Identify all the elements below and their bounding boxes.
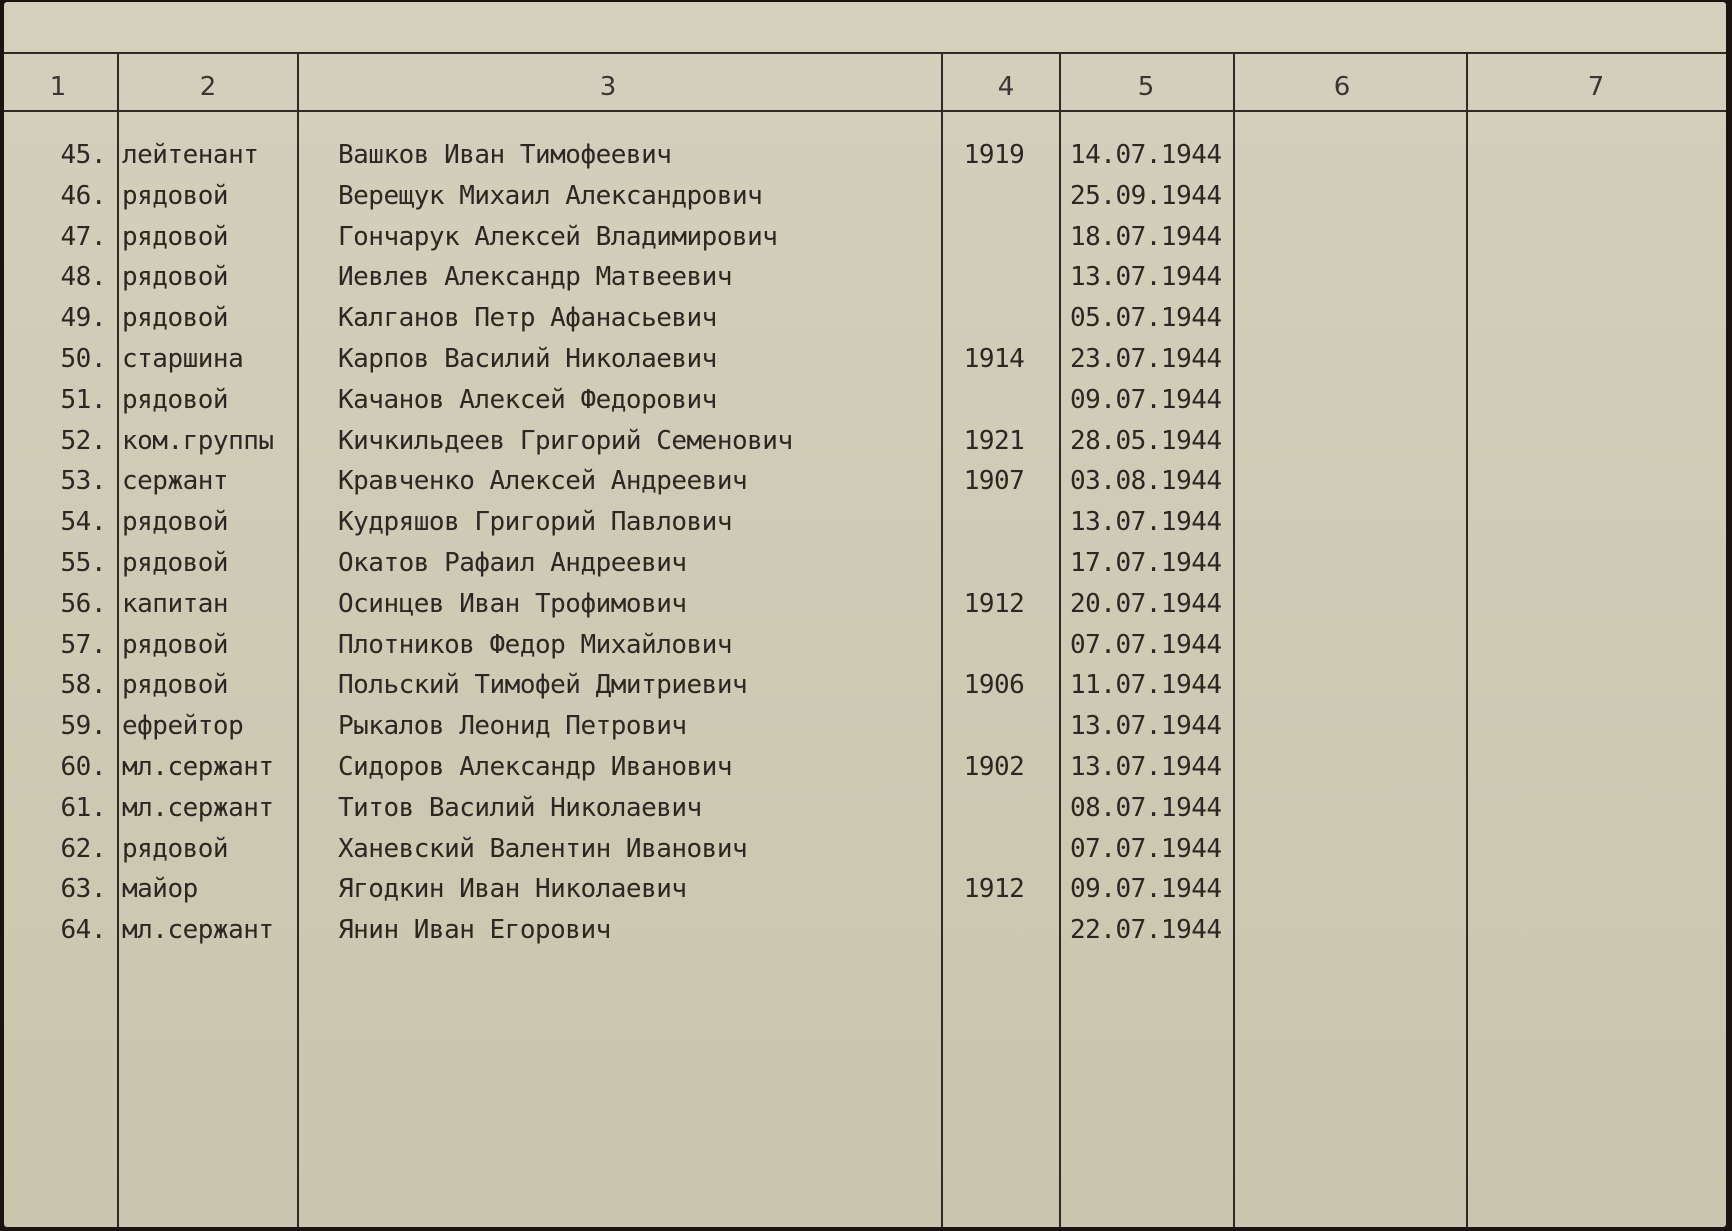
full-name: Сидоров Александр Иванович	[338, 751, 732, 782]
rank: мл.сержант	[122, 751, 274, 782]
row-number: 53.	[60, 466, 106, 497]
rank: мл.сержант	[122, 915, 274, 946]
date: 07.07.1944	[1070, 833, 1222, 864]
birth-year: 1902	[963, 751, 1025, 782]
table-row	[4, 547, 1726, 588]
row-number: 55.	[60, 547, 106, 578]
rank: рядовой	[122, 384, 229, 415]
row-number: 60.	[60, 751, 106, 782]
date: 08.07.1944	[1070, 792, 1222, 823]
full-name: Польский Тимофей Дмитриевич	[338, 670, 748, 701]
table-body	[4, 139, 1726, 955]
rank: ком.группы	[122, 425, 274, 456]
column-header-3: 3	[599, 72, 617, 102]
table-row	[4, 833, 1726, 874]
table-row	[4, 139, 1726, 180]
full-name: Кравченко Алексей Андреевич	[338, 466, 748, 497]
full-name: Вашков Иван Тимофеевич	[338, 140, 672, 170]
date: 07.07.1944	[1070, 629, 1222, 660]
column-header-6: 6	[1333, 72, 1351, 102]
rank: рядовой	[122, 629, 229, 660]
full-name: Окатов Рафаил Андреевич	[338, 547, 687, 578]
column-header-5: 5	[1137, 72, 1155, 102]
date: 13.07.1944	[1070, 711, 1222, 742]
table-row	[4, 873, 1726, 914]
date: 05.07.1944	[1070, 303, 1222, 334]
rank: сержант	[122, 466, 229, 497]
rank: рядовой	[122, 547, 229, 578]
date: 25.09.1944	[1070, 180, 1222, 211]
column-header-1: 1	[49, 72, 67, 102]
full-name: Рыкалов Леонид Петрович	[338, 711, 687, 742]
birth-year: 1907	[963, 466, 1025, 497]
table-row	[4, 221, 1726, 262]
full-name: Гончарук Алексей Владимирович	[338, 221, 778, 252]
birth-year: 1919	[963, 140, 1025, 170]
row-number: 48.	[60, 262, 106, 293]
table-row	[4, 710, 1726, 751]
full-name: Кичкильдеев Григорий Семенович	[338, 425, 793, 456]
rank: мл.сержант	[122, 792, 274, 823]
table-row	[4, 506, 1726, 547]
document-sheet	[4, 2, 1726, 1227]
date: 09.07.1944	[1070, 874, 1222, 905]
rank: лейтенант	[122, 140, 259, 170]
row-number: 64.	[60, 915, 106, 946]
date: 13.07.1944	[1070, 507, 1222, 538]
table-row	[4, 751, 1726, 792]
full-name: Карпов Василий Николаевич	[338, 343, 717, 374]
birth-year: 1912	[963, 588, 1025, 619]
row-number: 59.	[60, 711, 106, 742]
rank: рядовой	[122, 262, 229, 293]
full-name: Качанов Алексей Федорович	[338, 384, 717, 415]
full-name: Плотников Федор Михайлович	[338, 629, 732, 660]
rank: рядовой	[122, 303, 229, 334]
rank: рядовой	[122, 670, 229, 701]
table-row	[4, 302, 1726, 343]
table-row	[4, 588, 1726, 629]
birth-year: 1921	[963, 425, 1025, 456]
birth-year: 1914	[963, 343, 1025, 374]
row-number: 58.	[60, 670, 106, 701]
date: 28.05.1944	[1070, 425, 1222, 456]
rank: капитан	[122, 588, 229, 619]
date: 13.07.1944	[1070, 262, 1222, 293]
date: 09.07.1944	[1070, 384, 1222, 415]
rank: рядовой	[122, 221, 229, 252]
rank: ефрейтор	[122, 711, 244, 742]
full-name: Иевлев Александр Матвеевич	[338, 262, 732, 293]
full-name: Кудряшов Григорий Павлович	[338, 507, 732, 538]
row-number: 47.	[60, 221, 106, 252]
table-row	[4, 792, 1726, 833]
row-number: 50.	[60, 343, 106, 374]
table-row	[4, 669, 1726, 710]
date: 17.07.1944	[1070, 547, 1222, 578]
row-number: 46.	[60, 180, 106, 211]
date: 23.07.1944	[1070, 343, 1222, 374]
table-row	[4, 343, 1726, 384]
date: 22.07.1944	[1070, 915, 1222, 946]
birth-year: 1912	[963, 874, 1025, 905]
table-row	[4, 425, 1726, 466]
row-number: 54.	[60, 507, 106, 538]
rank: старшина	[122, 343, 244, 374]
full-name: Титов Василий Николаевич	[338, 792, 702, 823]
rank: рядовой	[122, 833, 229, 864]
birth-year: 1906	[963, 670, 1025, 701]
table-row	[4, 261, 1726, 302]
row-number: 63.	[60, 874, 106, 905]
rank: рядовой	[122, 507, 229, 538]
full-name: Верещук Михаил Александрович	[338, 180, 763, 211]
row-number: 45.	[60, 140, 106, 170]
row-number: 61.	[60, 792, 106, 823]
table-row	[4, 384, 1726, 425]
date: 03.08.1944	[1070, 466, 1222, 497]
row-number: 56.	[60, 588, 106, 619]
date: 18.07.1944	[1070, 221, 1222, 252]
column-header-7: 7	[1587, 72, 1605, 102]
full-name: Осинцев Иван Трофимович	[338, 588, 687, 619]
date: 13.07.1944	[1070, 751, 1222, 782]
full-name: Калганов Петр Афанасьевич	[338, 303, 717, 334]
table-row	[4, 180, 1726, 221]
table-row	[4, 465, 1726, 506]
date: 11.07.1944	[1070, 670, 1222, 701]
table-row	[4, 629, 1726, 670]
full-name: Янин Иван Егорович	[338, 915, 611, 946]
row-number: 62.	[60, 833, 106, 864]
date: 20.07.1944	[1070, 588, 1222, 619]
column-header-2: 2	[199, 72, 217, 102]
row-number: 57.	[60, 629, 106, 660]
column-header-4: 4	[997, 72, 1015, 102]
full-name: Ханевский Валентин Иванович	[338, 833, 748, 864]
row-number: 51.	[60, 384, 106, 415]
rank: рядовой	[122, 180, 229, 211]
row-number: 49.	[60, 303, 106, 334]
row-number: 52.	[60, 425, 106, 456]
rank: майор	[122, 874, 198, 905]
table-row	[4, 914, 1726, 955]
date: 14.07.1944	[1070, 140, 1222, 170]
full-name: Ягодкин Иван Николаевич	[338, 874, 687, 905]
